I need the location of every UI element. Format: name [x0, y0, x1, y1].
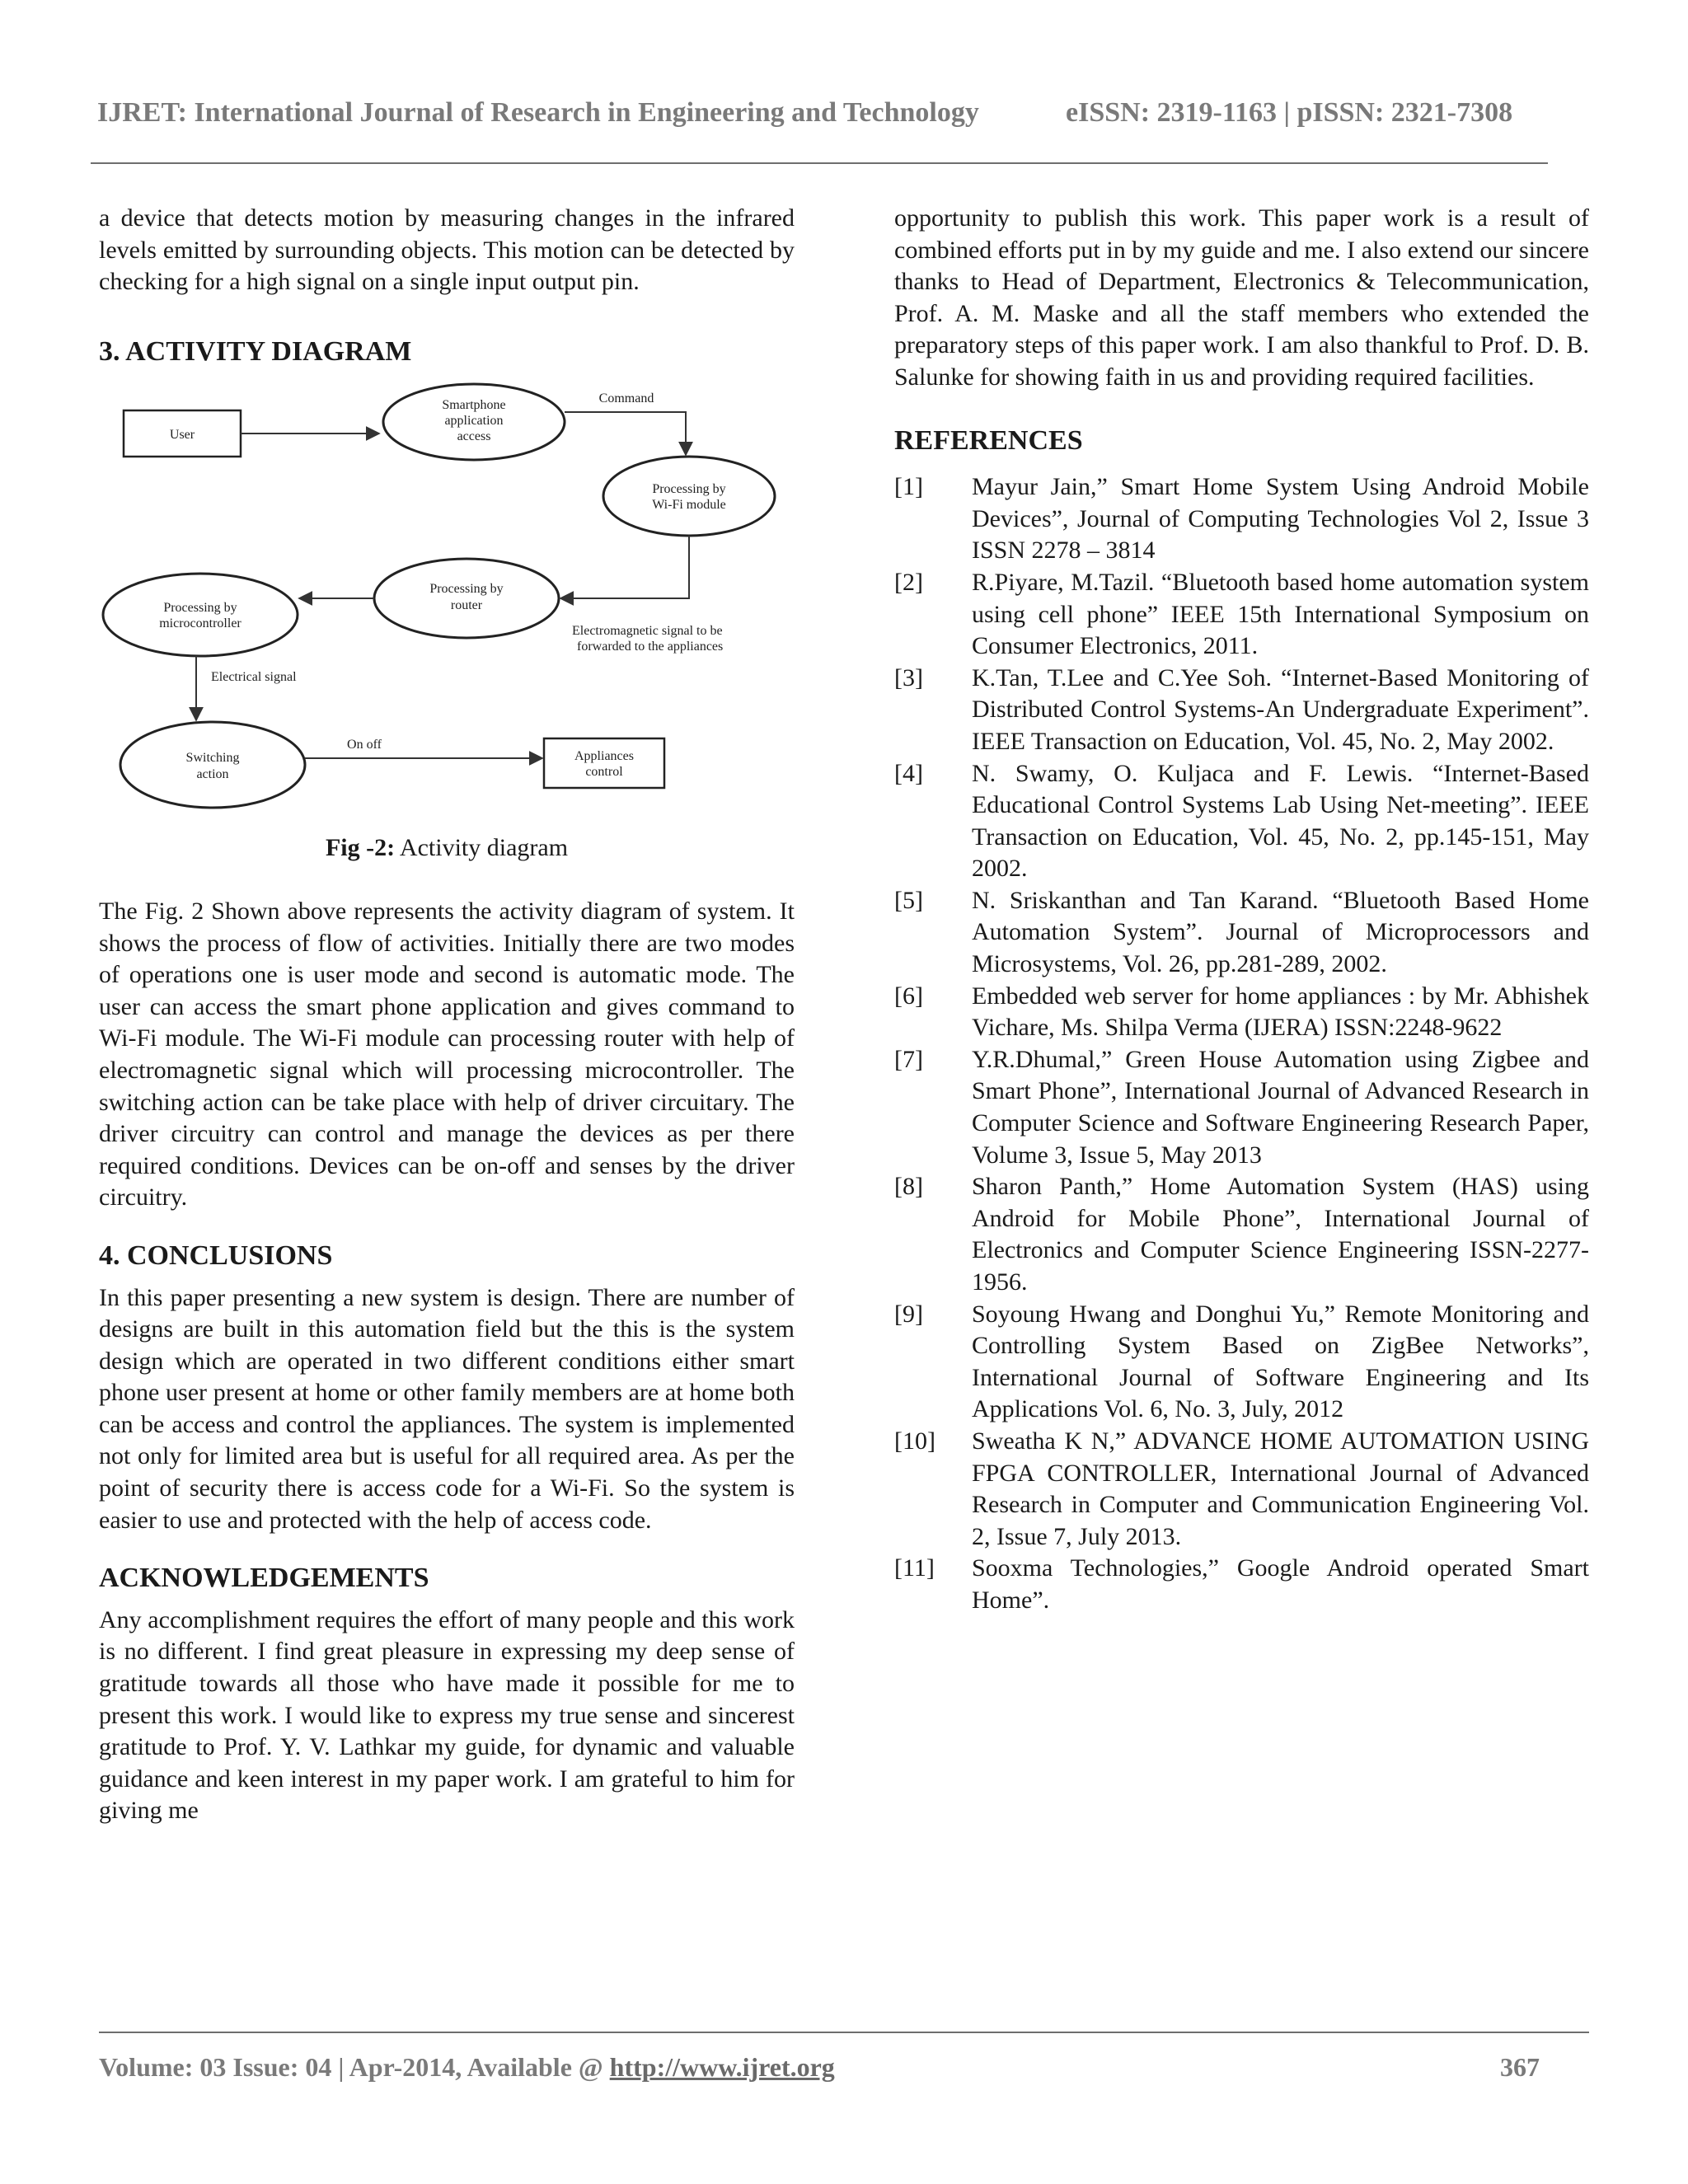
reference-item — [894, 1171, 1589, 1298]
figure-description: The Fig. 2 Shown above represents the activity diagram of system. It shows the process of flow of activities. Initially there are two modes of operations one is user mode and second is automatic mode. The user can access the smart phone application and gives command to Wi-Fi module. The Wi-Fi module can processing router with help of electromagnetic signal which will processing microcontroller. The switching action can be take place with help of driver circuitary. The driver circuitry can control and manage the devices as per there required conditions. Devices can be on-off and senses by the driver circuitry. — [99, 897, 795, 1212]
reference-item — [894, 1299, 1589, 1426]
reference-text: Y.R.Dhumal,” Green House Automation using Zigbee and Smart Phone”, International Journal of Advanced Research in Computer Science and Software Engineering Research Paper, Volume 3, Issue 5, May 2013 — [972, 1045, 1589, 1169]
reference-text: Mayur Jain,” Smart Home System Using Android Mobile Devices”, Journal of Computing Technologies Vol 2, Issue 3 ISSN 2278 – 3814 — [972, 473, 1589, 565]
reference-number: [7] — [894, 1045, 923, 1073]
reference-item — [894, 471, 1589, 567]
journal-title: IJRET: International Journal of Research in Engineering and Technology — [97, 97, 979, 128]
edge-onoff-label: On off — [347, 738, 382, 752]
section-3-heading: 3. ACTIVITY DIAGRAM — [99, 335, 412, 367]
acknowledgements-continued: opportunity to publish this work. This paper work is a result of combined efforts put in by my guide and me. I also extend our sincere thanks to Head of Department, Electronics & Telecommunication, Prof. A. M. Maske and all the staff members who extended the preparatory steps of this paper work. I am also thankful to Prof. D. B. Salunke for showing faith in us and providing required facilities. — [894, 204, 1589, 391]
switch-label-2: action — [196, 767, 229, 782]
volume-info: Volume: 03 Issue: 04 | Apr-2014, Available @ — [99, 2052, 610, 2082]
right-column — [894, 203, 1589, 1617]
intro-paragraph: a device that detects motion by measuring changes in the infrared levels emitted by surrounding objects. This motion can be detected by checking for a high signal on a single input output pin. — [99, 204, 795, 296]
reference-text: Embedded web server for home appliances : by Mr. Abhishek Vichare, Ms. Shilpa Verma (IJERA) ISSN:2248-9622 — [972, 982, 1589, 1042]
edge-em-label-2: forwarded to the appliances — [577, 640, 724, 654]
reference-text: N. Sriskanthan and Tan Karand. “Bluetooth Based Home Automation System”. Journal of Microprocessors and Microsystems, Vol. 26, pp.281-289, 2002. — [972, 886, 1589, 978]
header-rule — [91, 162, 1548, 164]
router-label-2: router — [450, 598, 483, 613]
micro-label-1: Processing by — [163, 601, 237, 616]
acknowledgements-paragraph: Any accomplishment requires the effort of many people and this work is no different. I find great pleasure in expressing my deep sense of gratitude towards all those who have made it possible for me to present this work. I would like to express my true sense and sincerest gratitude to Prof. Y. V. Lathkar my guide, for dynamic and valuable guidance and keen interest in my paper work. I am grateful to him for giving me — [99, 1605, 795, 1825]
activity-diagram — [99, 376, 795, 821]
microcontroller-node — [103, 574, 298, 656]
figure-caption — [99, 832, 795, 865]
appliances-node — [544, 738, 664, 788]
arrow-app-to-wifi — [565, 412, 686, 455]
reference-number: [4] — [894, 759, 923, 787]
journal-website-link[interactable]: http://www.ijret.org — [609, 2052, 835, 2082]
reference-number: [8] — [894, 1173, 923, 1201]
reference-item — [894, 1426, 1589, 1553]
issn-numbers: eISSN: 2319-1163 | pISSN: 2321-7308 — [1066, 97, 1513, 128]
edge-electrical-label: Electrical signal — [211, 670, 297, 685]
user-node-label: User — [169, 428, 195, 443]
figure-caption-label: Fig -2: — [325, 834, 396, 862]
edge-em-label-1: Electromagnetic signal to be — [572, 624, 723, 639]
reference-number: [6] — [894, 982, 923, 1010]
reference-text: K.Tan, T.Lee and C.Yee Soh. “Internet-Based Monitoring of Distributed Control Systems-An Undergraduate Experiment”. IEEE Transaction on Education, Vol. 45, No. 2, May 2002. — [972, 663, 1589, 755]
reference-number: [10] — [894, 1427, 935, 1455]
reference-number: [11] — [894, 1554, 935, 1582]
reference-text: R.Piyare, M.Tazil. “Bluetooth based home automation system using cell phone” IEEE 15th International Symposium on Consumer Electronics, 2011. — [972, 568, 1589, 660]
appl-label-1: Appliances — [574, 749, 634, 764]
reference-number: [2] — [894, 568, 923, 596]
reference-number: [1] — [894, 473, 923, 501]
edge-command-label: Command — [598, 391, 654, 406]
footer-rule — [99, 2032, 1589, 2033]
appl-label-2: control — [585, 765, 623, 780]
reference-text: N. Swamy, O. Kuljaca and F. Lewis. “Internet-Based Educational Control Systems Lab Using Net-meeting”. IEEE Transaction on Education, Vol. 45, No. 2, pp.145-151, May 2002. — [972, 759, 1589, 883]
micro-label-2: microcontroller — [159, 616, 241, 631]
references-list — [894, 471, 1589, 1616]
reference-item — [894, 1044, 1589, 1171]
acknowledgements-heading: ACKNOWLEDGEMENTS — [99, 1563, 429, 1594]
section-4-heading: 4. CONCLUSIONS — [99, 1240, 333, 1271]
reference-item — [894, 1553, 1589, 1616]
reference-item — [894, 663, 1589, 758]
reference-item — [894, 567, 1589, 663]
app-label-2: application — [444, 414, 504, 429]
wifi-label-1: Processing by — [652, 482, 726, 497]
reference-item — [894, 885, 1589, 981]
page-number: 367 — [1500, 2052, 1540, 2082]
router-label-1: Processing by — [429, 582, 504, 597]
arrow-wifi-to-router — [560, 536, 689, 598]
reference-number: [9] — [894, 1300, 923, 1328]
figure-caption-text: Activity diagram — [395, 834, 569, 862]
running-header — [97, 97, 1548, 129]
switching-node — [120, 722, 305, 808]
references-heading: REFERENCES — [894, 424, 1083, 456]
app-label-3: access — [457, 429, 491, 444]
reference-text: Sharon Panth,” Home Automation System (HAS) using Android for Mobile Phone”, International Journal of Electronics and Computer Science Engineering ISSN-2277-1956. — [972, 1173, 1589, 1296]
wifi-label-2: Wi-Fi module — [652, 498, 726, 513]
conclusions-paragraph: In this paper presenting a new system is design. There are number of designs are built in this automation field but the this is the system design which are operated in two different conditions either smart phone user present at home or other family members are at home both can be access and control the appliances. The system is implemented not only for limited area but is useful for all required area. As per the point of security there is access code for a Wi-Fi. So the system is easier to use and protected with the help of access code. — [99, 1283, 795, 1534]
reference-item — [894, 758, 1589, 885]
reference-item — [894, 981, 1589, 1044]
reference-text: Sooxma Technologies,” Google Android operated Smart Home”. — [972, 1554, 1589, 1614]
reference-number: [5] — [894, 886, 923, 914]
reference-text: Soyoung Hwang and Donghui Yu,” Remote Monitoring and Controlling System Based on ZigBee Networks”, International Journal of Software Engineering and Its Applications Vol. 6, No. 3, July, 2012 — [972, 1300, 1589, 1423]
wifi-node — [603, 457, 775, 536]
reference-number: [3] — [894, 663, 923, 691]
left-column — [99, 203, 795, 1827]
switch-label-1: Switching — [185, 751, 240, 766]
reference-text: Sweatha K N,” ADVANCE HOME AUTOMATION USING FPGA CONTROLLER, International Journal of Advanced Research in Computer and Communication Engineering Vol. 2, Issue 7, July 2013. — [972, 1427, 1589, 1550]
running-footer — [99, 2052, 1589, 2083]
app-label-1: Smartphone — [442, 398, 506, 413]
